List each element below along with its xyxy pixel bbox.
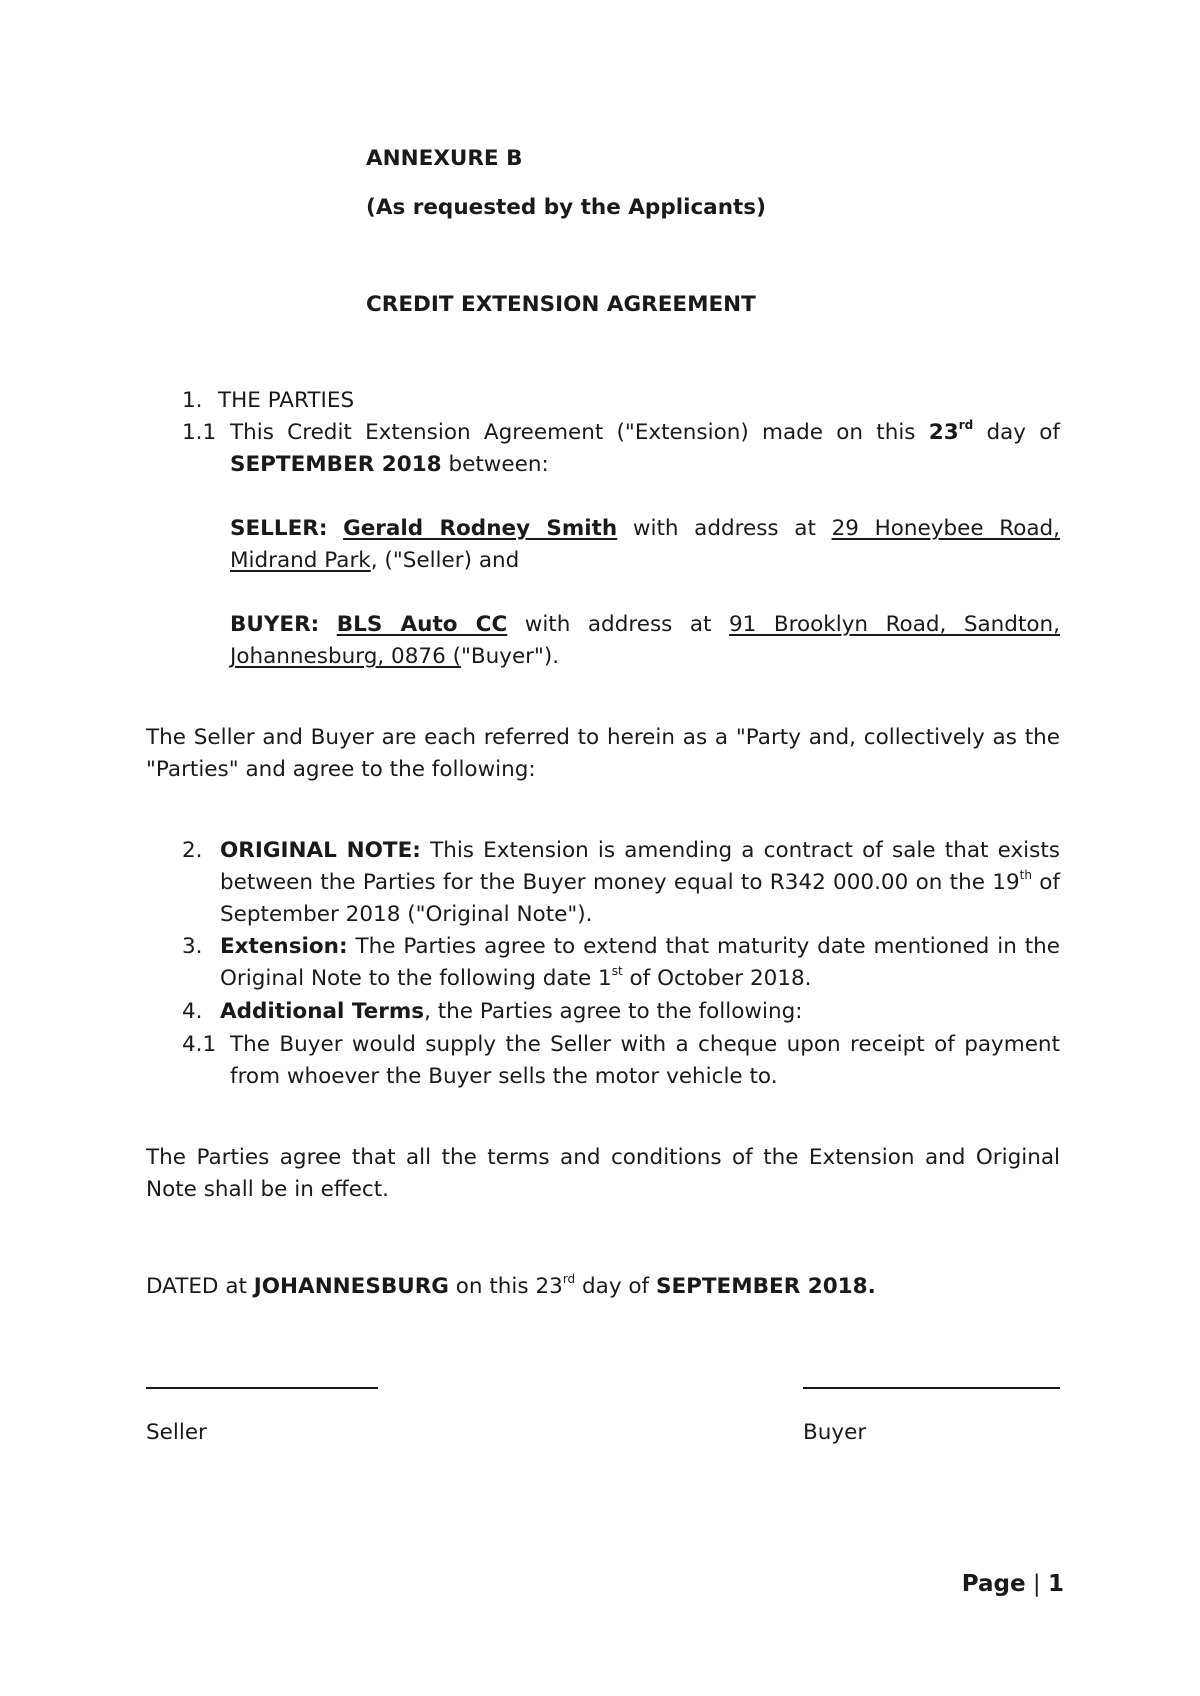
page-separator: | <box>1032 1571 1041 1597</box>
clause-1-1-number: 1.1 <box>182 420 217 445</box>
agreement-month-year: SEPTEMBER 2018 <box>230 452 442 477</box>
page-footer <box>962 1568 1064 1600</box>
buyer-with-address: with address at <box>524 612 712 637</box>
dated-day-number: 23 <box>535 1274 563 1299</box>
requested-subheading: (As requested by the Applicants) <box>366 195 766 220</box>
seller-name: Gerald Rodney Smith <box>343 516 618 541</box>
buyer-tail: "Buyer"). <box>460 644 560 669</box>
buyer-name: BLS Auto CC <box>336 612 508 637</box>
section-3-suffix: st <box>611 964 623 978</box>
buyer-label: BUYER: <box>230 612 320 637</box>
dated-day-suffix: rd <box>562 1272 576 1286</box>
dated-place: JOHANNESBURG <box>253 1274 449 1299</box>
buyer-paragraph <box>230 609 1060 673</box>
seller-paragraph <box>230 513 1060 577</box>
closing-paragraph: The Parties agree that all the terms and conditions of the Extension and Original Note shall be in effect. <box>146 1145 1060 1202</box>
section-2-number: 2. <box>182 838 203 863</box>
dated-month-year: SEPTEMBER 2018. <box>655 1274 876 1299</box>
agreement-day-number: 23 <box>928 420 959 445</box>
section-2-label: ORIGINAL NOTE: <box>220 838 421 863</box>
clause-4-1-text: The Buyer would supply the Seller with a cheque upon receipt of payment from whoever the Buyer sells the motor vehicle to. <box>230 1032 1060 1089</box>
section-2-body: This Extension is amending a contract of sale that exists between the Parties for the Buyer money equal to R342 000.00 on the 19 <box>220 838 1060 895</box>
clause-4-1-number: 4.1 <box>182 1032 217 1057</box>
agreement-day-suffix: rd <box>958 418 974 432</box>
clause-1-1-text <box>230 417 1060 481</box>
dated-on-this: on this <box>455 1274 529 1299</box>
section-3-number: 3. <box>182 934 203 959</box>
section-2-body-end: of September 2018 ("Original Note"). <box>220 870 1060 927</box>
section-4-text <box>220 996 1060 1028</box>
dated-line <box>146 1271 876 1303</box>
parties-paragraph: The Seller and Buyer are each referred to herein as a "Party and, collectively as the "Parties" and agree to the following: <box>146 725 1060 782</box>
buyer-signature-label: Buyer <box>803 1420 867 1445</box>
section-3-body: The Parties agree to extend that maturity date mentioned in the Original Note to the following date 1 <box>220 934 1060 991</box>
seller-with-address: with address at <box>632 516 816 541</box>
clause-1-1-day-of: day of <box>986 420 1060 445</box>
dated-day <box>535 1274 575 1299</box>
section-1-number: 1. <box>182 388 203 413</box>
section-1-title: THE PARTIES <box>218 388 355 413</box>
agreement-day <box>929 420 973 445</box>
page-label: Page <box>961 1571 1026 1597</box>
buyer-signature-line <box>803 1387 1060 1389</box>
seller-label: SELLER: <box>230 516 328 541</box>
section-4-number: 4. <box>182 999 203 1024</box>
section-3-body-end: of October 2018. <box>629 966 812 991</box>
section-3-label: Extension: <box>220 934 348 959</box>
clause-1-1-between: between: <box>448 452 549 477</box>
page-number: 1 <box>1047 1571 1064 1597</box>
seller-signature-line <box>146 1387 378 1389</box>
section-1-heading <box>182 385 355 417</box>
section-3-text <box>220 931 1060 995</box>
seller-signature-label: Seller <box>146 1420 207 1445</box>
clause-1-1-intro: This Credit Extension Agreement ("Extension) made on this <box>230 420 916 445</box>
seller-address: 29 Honeybee Road, Midrand Park <box>230 516 1061 573</box>
section-4-label: Additional Terms <box>220 999 425 1024</box>
section-2-text <box>220 835 1060 931</box>
section-2-suffix: th <box>1019 868 1032 882</box>
agreement-title: CREDIT EXTENSION AGREEMENT <box>366 292 756 317</box>
section-4-body: , the Parties agree to the following: <box>424 999 803 1024</box>
seller-tail: , ("Seller) and <box>370 548 520 573</box>
annexure-heading: ANNEXURE B <box>366 146 523 171</box>
dated-prefix: DATED at <box>146 1274 247 1299</box>
buyer-address: 91 Brooklyn Road, Sandton, Johannesburg, 0876 ( <box>230 612 1060 669</box>
dated-day-of: day of <box>582 1274 650 1299</box>
